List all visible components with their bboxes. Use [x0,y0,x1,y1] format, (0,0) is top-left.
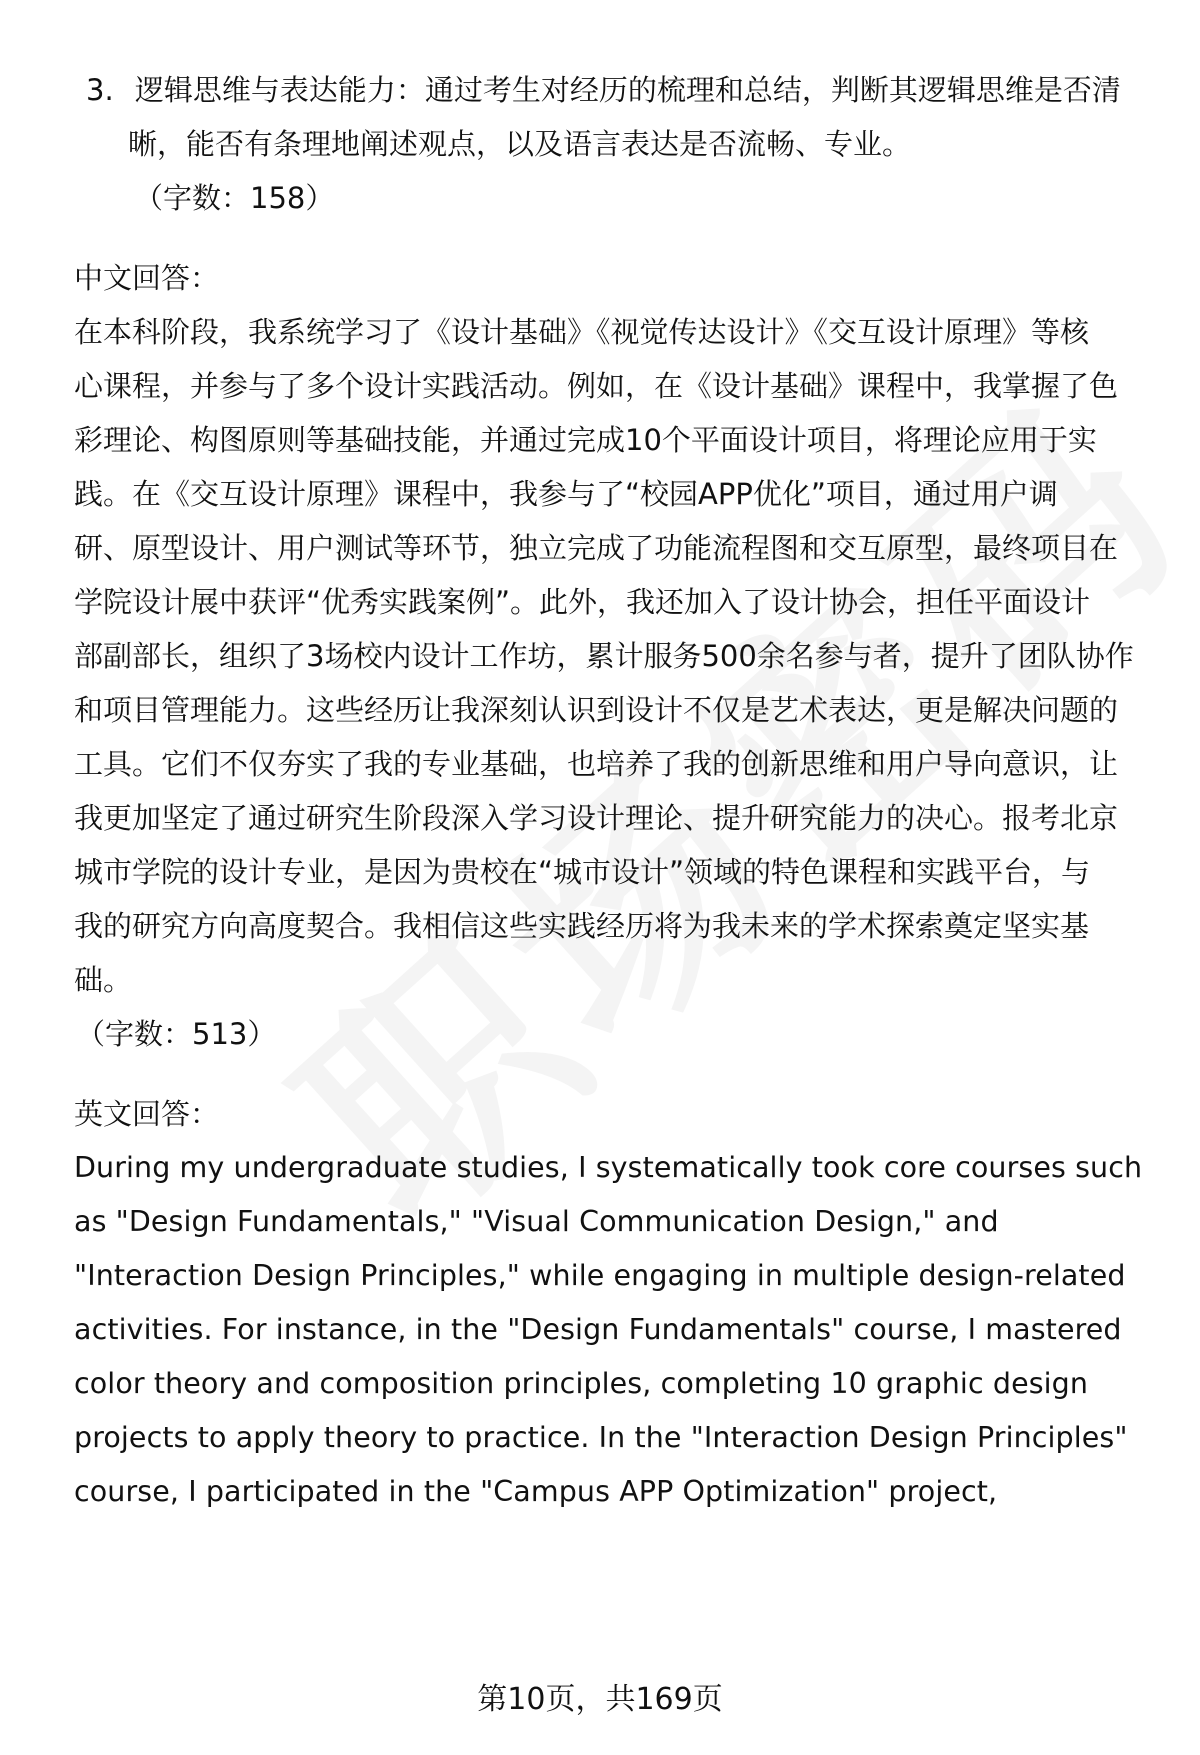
en-answer-line: activities. For instance, in the "Design Fundamentals" course, I mastered [74,1313,1122,1346]
cn-answer-line: 心课程，并参与了多个设计实践活动。例如，在《设计基础》课程中，我掌握了色 [74,369,1119,403]
en-answer-line: projects to apply theory to practice. In the "Interaction Design Principles" [74,1421,1128,1454]
cn-answer-line: 研、原型设计、用户测试等环节，独立完成了功能流程图和交互原型，最终项目在 [74,531,1119,565]
cn-answer-word-count: （字数：513） [76,1017,277,1051]
item3-line1 [86,70,1172,110]
en-answer-line: During my undergraduate studies, I systematically took core courses such [74,1151,1143,1184]
item3-line2: 晰，能否有条理地阐述观点，以及语言表达是否流畅、专业。 [128,127,912,161]
cn-answer-line: 彩理论、构图原则等基础技能，并通过完成10个平面设计项目，将理论应用于实 [74,423,1097,457]
cn-answer-line: 和项目管理能力。这些经历让我深刻认识到设计不仅是艺术表达，更是解决问题的 [74,693,1119,727]
cn-answer-line: 我更加坚定了通过研究生阶段深入学习设计理论、提升研究能力的决心。报考北京 [74,801,1119,835]
cn-answer-line: 城市学院的设计专业，是因为贵校在“城市设计”领域的特色课程和实践平台，与 [74,855,1091,889]
cn-answer-line: 在本科阶段，我系统学习了《设计基础》《视觉传达设计》《交互设计原理》等核 [74,315,1090,349]
page-number-footer: 第10页，共169页 [477,1682,723,1717]
cn-answer-line: 践。在《交互设计原理》课程中，我参与了“校园APP优化”项目，通过用户调 [74,477,1058,511]
en-answer-line: color theory and composition principles, completing 10 graphic design [74,1367,1089,1400]
cn-answer-line: 工具。它们不仅夯实了我的专业基础，也培养了我的创新思维和用户导向意识，让 [74,747,1119,781]
en-answer-line: "Interaction Design Principles," while engaging in multiple design-related [74,1259,1126,1292]
item3-number: 3. [86,73,114,107]
cn-answer-line: 础。 [74,963,133,997]
item3-text-1: 逻辑思维与表达能力：通过考生对经历的梳理和总结，判断其逻辑思维是否清 [134,73,1121,107]
cn-answer-heading: 中文回答： [74,261,220,295]
cn-answer-line: 部副部长，组织了3场校内设计工作坊，累计服务500余名参与者，提升了团队协作 [74,639,1134,673]
cn-answer-line: 学院设计展中获评“优秀实践案例”。此外，我还加入了设计协会，担任平面设计 [74,585,1091,619]
en-answer-line: as "Design Fundamentals," "Visual Communication Design," and [74,1205,999,1238]
en-answer-line: course, I participated in the "Campus APP Optimization" project, [74,1475,998,1508]
item3-word-count: （字数：158） [134,181,335,215]
cn-answer-line: 我的研究方向高度契合。我相信这些实践经历将为我未来的学术探索奠定坚实基 [74,909,1090,943]
en-answer-heading: 英文回答： [74,1097,220,1131]
